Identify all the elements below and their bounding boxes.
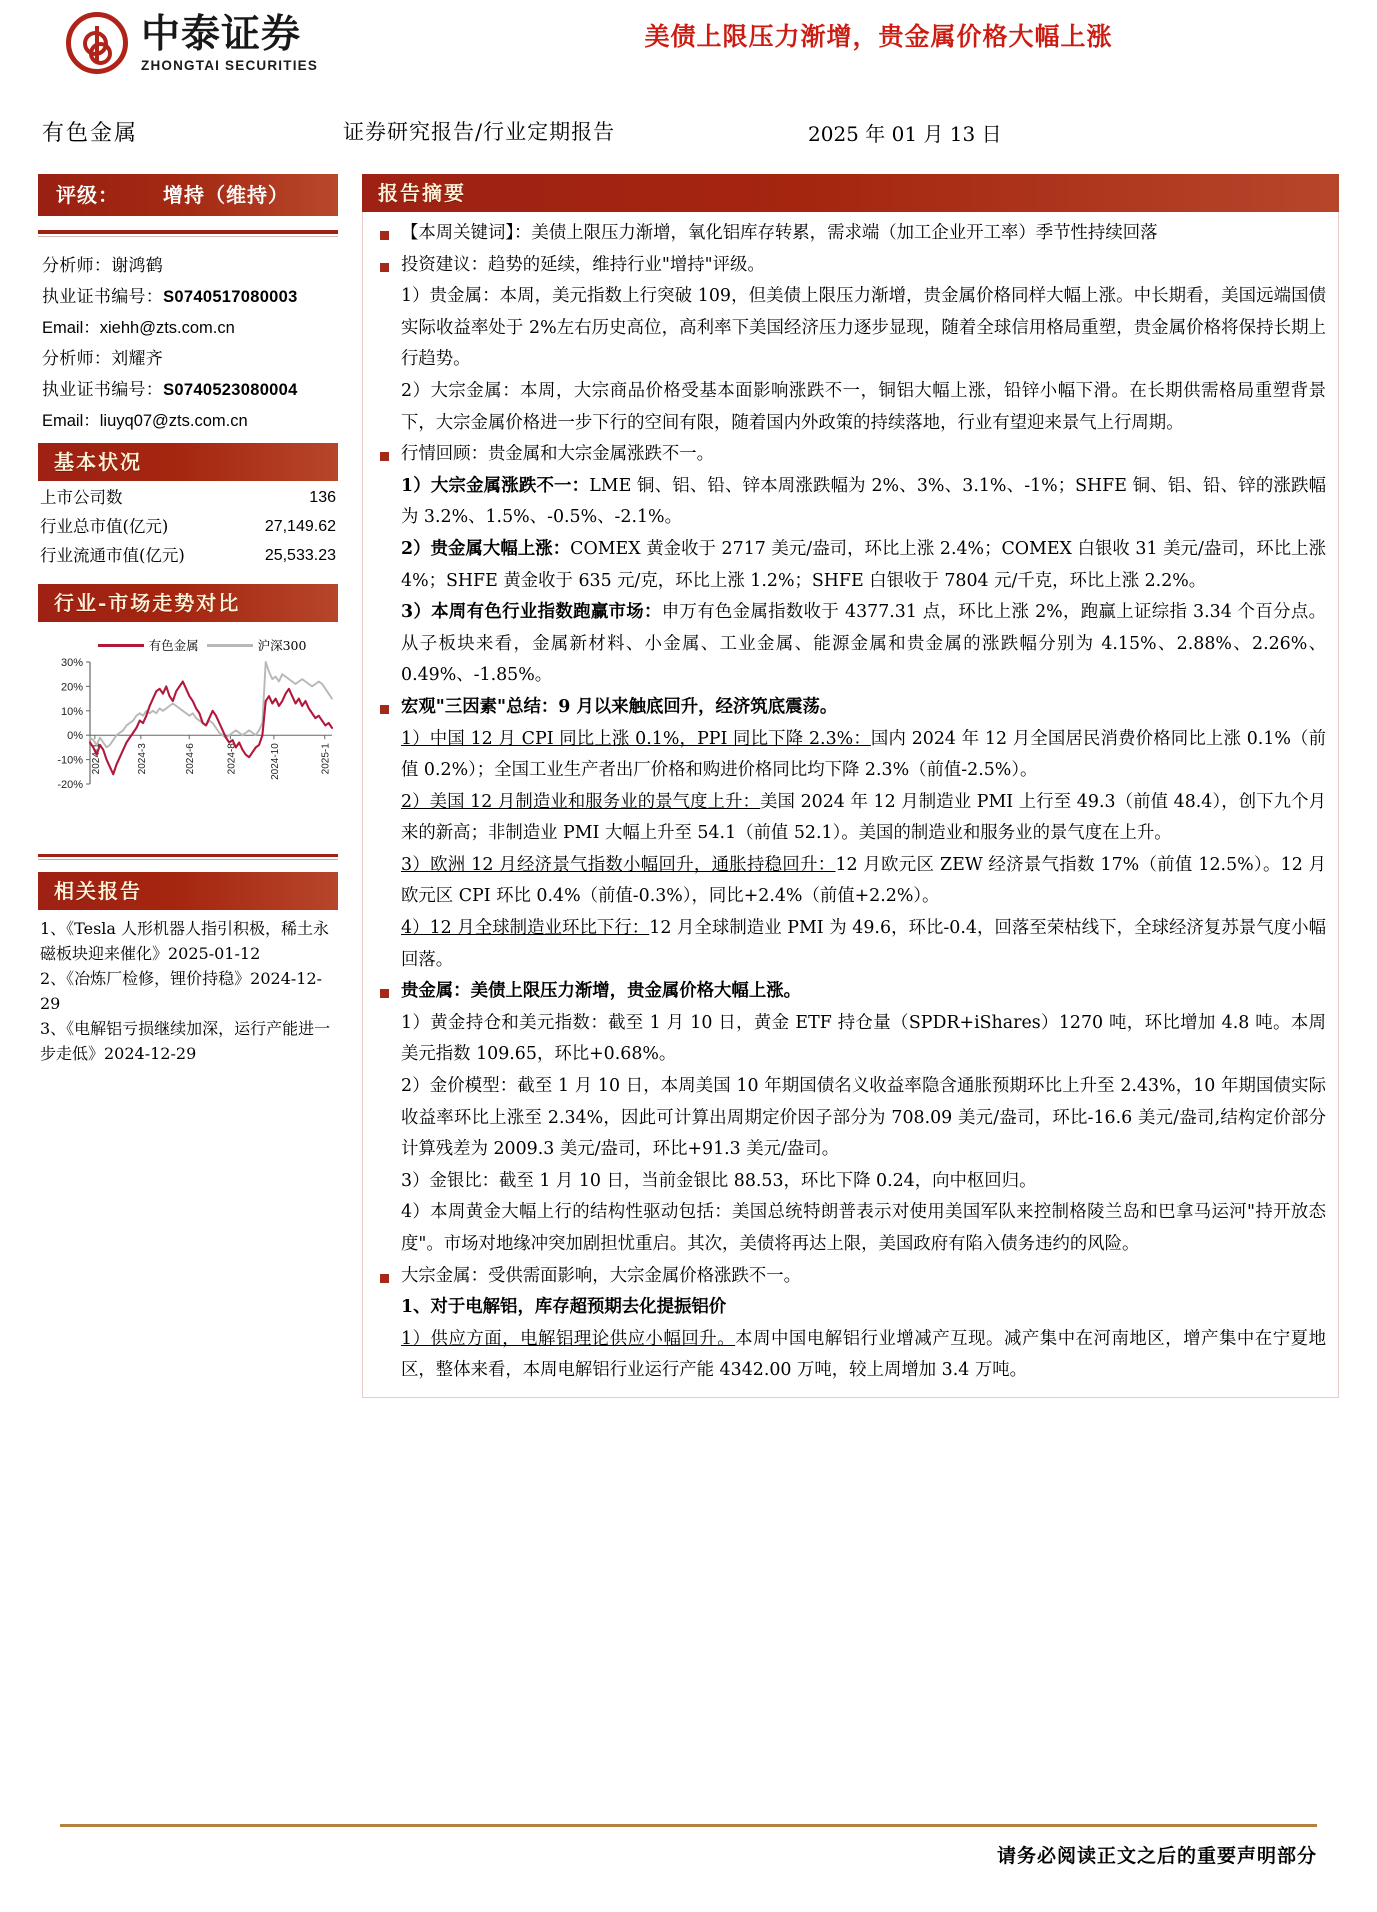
bullet-precious-metals-text: 贵金属：美债上限压力渐增，贵金属价格大幅上涨。 (401, 981, 801, 1002)
paragraph-pm-gold-silver-ratio: 3）金银比：截至 1 月 10 日，当前金银比 88.53，环比下降 0.24，向中枢回归。 (401, 1170, 1037, 1191)
review-2-body: COMEX 黄金收于 2717 美元/盎司，环比上涨 2.4%；COMEX 白银收 31 美元/盎司，环比上涨 4%；SHFE 黄金收于 635 元/克，环比上涨 1.2%；SHFE 白银收于 7804 元/千克，环比上涨 2.2%。 (401, 538, 1326, 591)
analyst-1-email-label: Email： (42, 319, 100, 337)
table-row (38, 541, 338, 570)
main-columns (0, 162, 1377, 1398)
trend-chart (38, 632, 338, 836)
svg-text:2024-6: 2024-6 (185, 743, 197, 775)
paragraph-macro-global-pmi (373, 913, 1326, 976)
summary-bullet-list-5 (373, 1261, 1326, 1293)
basic-status-title: 基本状况 (54, 450, 142, 474)
table-row (38, 483, 338, 512)
paragraph-aluminium-heading: 1、对于电解铝，库存超预期去化提振铝价 (401, 1297, 727, 1318)
review-1-heading: 1）大宗金属涨跌不一： (401, 475, 590, 496)
bullet-precious-metals (373, 976, 1326, 1008)
basic-row-0-label: 上市公司数 (40, 488, 123, 507)
macro-1-heading: 1）中国 12 月 CPI 同比上涨 0.1%，PPI 同比下降 2.3%： (401, 728, 871, 749)
analyst-1-cert-no: S0740517080003 (163, 288, 298, 306)
bullet-base-metals-text: 大宗金属：受供需面影响，大宗金属价格涨跌不一。 (401, 1265, 801, 1286)
macro-3-body: 12 月欧元区 ZEW 经济景气指数 17%（前值 12.5%）。12 月欧元区 CPI 环比 0.4%（前值-0.3%），同比+2.4%（前值+2.2%）。 (401, 854, 1326, 907)
summary-banner (362, 174, 1339, 212)
analyst-2-cert-label: 执业证书编号： (42, 380, 164, 400)
company-logo (66, 12, 318, 74)
paragraph-review-base-metals (373, 471, 1326, 534)
page-footer (60, 1824, 1317, 1868)
paragraph-review-index (373, 597, 1326, 692)
legend-label-benchmark: 沪深300 (257, 638, 307, 653)
chart-canvas (38, 656, 338, 833)
macro-4-body: 12 月全球制造业 PMI 为 49.6，环比-0.4，回落至荣枯线下，全球经济复苏景气度小幅回落。 (401, 918, 1326, 970)
svg-text:10%: 10% (60, 705, 83, 718)
legend-item-benchmark (207, 636, 307, 654)
analyst-2-cert-no: S0740523080004 (163, 381, 298, 399)
logo-text-block (141, 13, 318, 73)
svg-text:2025-1: 2025-1 (320, 743, 332, 775)
legend-swatch-industry-icon (98, 644, 144, 647)
table-row (38, 512, 338, 541)
report-date: 2025 年 01 月 13 日 (808, 122, 1002, 146)
sidebar-divider-top (38, 230, 338, 234)
main-content (362, 162, 1339, 1398)
basic-status-table (38, 483, 338, 570)
bullet-keywords-text: 【本周关键词】：美债上限压力渐增，氧化铝库存转累，需求端（加工企业开工率）季节性持续回落 (401, 223, 1158, 243)
brand-name-en: ZHONGTAI SECURITIES (141, 58, 319, 73)
paragraph-pm-structural-drivers: 4）本周黄金大幅上行的结构性驱动包括：美国总统特朗普表示对使用美国军队来控制格陵兰岛和巴拿马运河"持开放态度"。市场对地缘冲突加剧担忧重启。其次，美债将再达上限，美国政府有陷入债务违约的风险。 (401, 1202, 1326, 1254)
related-reports-list (38, 910, 338, 1066)
basic-row-2-value: 25,533.23 (264, 547, 336, 564)
svg-text:2024-3: 2024-3 (136, 743, 148, 775)
aluminium-supply-heading: 1）供应方面，电解铝理论供应小幅回升。 (401, 1328, 736, 1349)
paragraph-pm-gold-price-model: 2）金价模型：截至 1 月 10 日，本周美国 10 年期国债名义收益率隐含通胀预期环比上升至 2.43%，10 年期国债实际收益率环比上涨至 2.34%，因此可计算出周期定价因子部分为 708.09 美元/盎司，环比-16.6 美元/盎司,结构定价部分计算残差为 2009.3 美元/盎司，环比+91.3 美元/盎司。 (401, 1076, 1326, 1160)
review-1-body: LME 铜、铝、铅、锌本周涨跌幅为 2%、3%、3.1%、-1%；SHFE 铜、铝、铅、锌的涨跌幅为 3.2%、1.5%、-0.5%、-2.1%。 (401, 475, 1326, 528)
paragraph-base-metals-outlook: 2）大宗金属：本周，大宗商品价格受基本面影响涨跌不一，铜铝大幅上涨，铅锌小幅下滑。在长期供需格局重塑背景下，大宗金属价格进一步下行的空间有限，随着国内外政策的持续落地，行业有望迎来景气上行周期。 (401, 380, 1326, 433)
bullet-macro-summary-text: 宏观"三因素"总结：9 月以来触底回升，经济筑底震荡。 (401, 696, 838, 717)
paragraph-macro-europe (373, 850, 1326, 913)
analyst-1-email[interactable] (42, 313, 336, 344)
basic-status-banner (38, 443, 338, 481)
legend-swatch-benchmark-icon (207, 644, 253, 647)
legend-item-industry (98, 636, 199, 654)
legend-label-industry: 有色金属 (148, 638, 199, 653)
analyst-2-email-label: Email： (42, 412, 100, 430)
paragraph-macro-china-cpi (373, 724, 1326, 787)
analyst-2-name: 分析师：刘耀齐 (42, 349, 164, 369)
paragraph-macro-us-pmi (373, 787, 1326, 850)
analyst-2-email-value: liuyq07@zts.com.cn (99, 412, 248, 430)
related-reports-banner (38, 872, 338, 910)
svg-text:30%: 30% (60, 657, 83, 669)
bullet-keywords (373, 218, 1326, 250)
summary-title: 报告摘要 (378, 181, 466, 205)
macro-2-body: 美国 2024 年 12 月制造业 PMI 上行至 49.3（前值 48.4），创下九个月来的新高；非制造业 PMI 大幅上升至 54.1（前值 52.1）。美国的制造业和服务业的景气度在上升。 (401, 791, 1326, 844)
brand-name-cn: 中泰证券 (141, 12, 302, 57)
aluminium-supply-body: 本周中国电解铝行业增减产互现。减产集中在河南地区，增产集中在宁夏地区，整体来看，本周电解铝行业运行产能 4342.00 万吨，较上周增加 3.4 万吨。 (401, 1328, 1326, 1381)
bullet-investment-advice (373, 250, 1326, 282)
analyst-1-cert-label: 执业证书编号： (42, 287, 164, 307)
svg-text:0%: 0% (67, 730, 83, 743)
list-item[interactable]: 2、《冶炼厂检修，锂价持稳》2024-12-29 (40, 969, 323, 1013)
sidebar-divider-reports (38, 854, 338, 857)
paragraph-review-precious-metals (373, 534, 1326, 597)
sub-header (0, 110, 1377, 162)
analyst-1-cert (42, 282, 336, 313)
paragraph-pm-etf-holdings: 1）黄金持仓和美元指数：截至 1 月 10 日，黄金 ETF 持仓量（SPDR+iShares）1270 吨，环比增加 4.8 吨。本周美元指数 109.65，环比+0.68%。 (401, 1012, 1326, 1065)
analyst-1-email-value: xiehh@zts.com.cn (99, 319, 235, 337)
paragraph-precious-metals-outlook: 1）贵金属：本周，美元指数上行突破 109，但美债上限压力渐增，贵金属价格同样大幅上涨。中长期看，美国远端国债实际收益率处于 2%左右历史高位，高利率下美国经济压力逐步显现，随着全球信用格局重塑，贵金属价格将保持长期上行趋势。 (401, 286, 1326, 370)
bullet-macro-summary (373, 692, 1326, 724)
macro-3-heading: 3）欧洲 12 月经济景气指数小幅回升，通胀持稳回升： (401, 854, 836, 875)
bullet-base-metals (373, 1261, 1326, 1293)
report-kind: 证券研究报告/行业定期报告 (343, 120, 616, 144)
svg-text:-10%: -10% (57, 754, 83, 767)
macro-4-heading: 4）12 月全球制造业环比下行： (401, 918, 650, 939)
footer-notice: 请务必阅读正文之后的重要声明部分 (996, 1845, 1317, 1867)
chart-legend (66, 636, 338, 654)
macro-1-body: 国内 2024 年 12 月全国居民消费价格同比上涨 0.1%（前值 0.2%）；全国工业生产者出厂价格和购进价格同比均下降 2.3%（前值-2.5%）。 (401, 728, 1327, 781)
summary-bullet-list (373, 218, 1326, 281)
svg-text:2024-10: 2024-10 (269, 743, 281, 780)
chart-section-banner (38, 584, 338, 622)
analyst-block (38, 237, 338, 443)
list-item[interactable]: 3、《电解铝亏损继续加深，运行产能进一步走低》2024-12-29 (40, 1019, 331, 1063)
sidebar-divider-reports-thin (38, 859, 338, 860)
summary-bullet-list-3 (373, 692, 1326, 724)
rating-value: 增持（维持） (163, 183, 289, 207)
basic-row-1-label: 行业总市值(亿元) (40, 517, 169, 536)
bullet-market-review-text: 行情回顾：贵金属和大宗金属涨跌不一。 (401, 444, 715, 465)
page-title: 美债上限压力渐增，贵金属价格大幅上涨 (644, 22, 1113, 51)
bullet-investment-advice-text: 投资建议：趋势的延续，维持行业"增持"评级。 (401, 254, 765, 275)
zhongtai-logo-icon (66, 12, 128, 74)
top-header (0, 0, 1377, 110)
summary-bullet-list-2 (373, 439, 1326, 471)
rating-label: 评级： (56, 183, 119, 207)
list-item[interactable]: 1、《Tesla 人形机器人指引积极，稀土永磁板块迎来催化》2025-01-12 (40, 919, 330, 963)
bullet-market-review (373, 439, 1326, 471)
sidebar (38, 162, 338, 1398)
svg-text:-20%: -20% (57, 779, 83, 791)
paragraph-aluminium-supply (373, 1324, 1326, 1387)
svg-text:2024-1: 2024-1 (90, 743, 102, 775)
industry-name: 有色金属 (42, 121, 139, 146)
review-3-body: 申万有色金属指数收于 4377.31 点，环比上涨 2%，跑赢上证综指 3.34 个百分点。从子板块来看，金属新材料、小金属、工业金属、能源金属和贵金属的涨跌幅分别为 4.15%、2.88%、2.26%、0.49%、-1.85%。 (401, 602, 1326, 686)
macro-2-heading: 2）美国 12 月制造业和服务业的景气度上升： (401, 791, 761, 812)
review-2-heading: 2）贵金属大幅上涨： (401, 538, 571, 559)
logo-inner-circle-icon (89, 42, 112, 65)
summary-body (362, 212, 1339, 1398)
analyst-1-name: 分析师：谢鸿鹤 (42, 256, 164, 276)
summary-bullet-list-4 (373, 976, 1326, 1008)
rating-banner (38, 174, 338, 216)
svg-text:20%: 20% (60, 681, 83, 694)
svg-text:2024-8: 2024-8 (226, 743, 238, 775)
review-3-heading: 3）本周有色行业指数跑赢市场： (401, 602, 662, 623)
chart-section-title: 行业-市场走势对比 (54, 591, 241, 615)
basic-row-2-label: 行业流通市值(亿元) (40, 546, 185, 565)
trend-chart-svg (38, 656, 338, 828)
analyst-2-cert (42, 375, 336, 406)
analyst-2-email[interactable] (42, 406, 336, 437)
related-reports-title: 相关报告 (54, 879, 142, 903)
basic-row-1-value: 27,149.62 (264, 518, 336, 535)
basic-row-0-value: 136 (309, 489, 336, 506)
